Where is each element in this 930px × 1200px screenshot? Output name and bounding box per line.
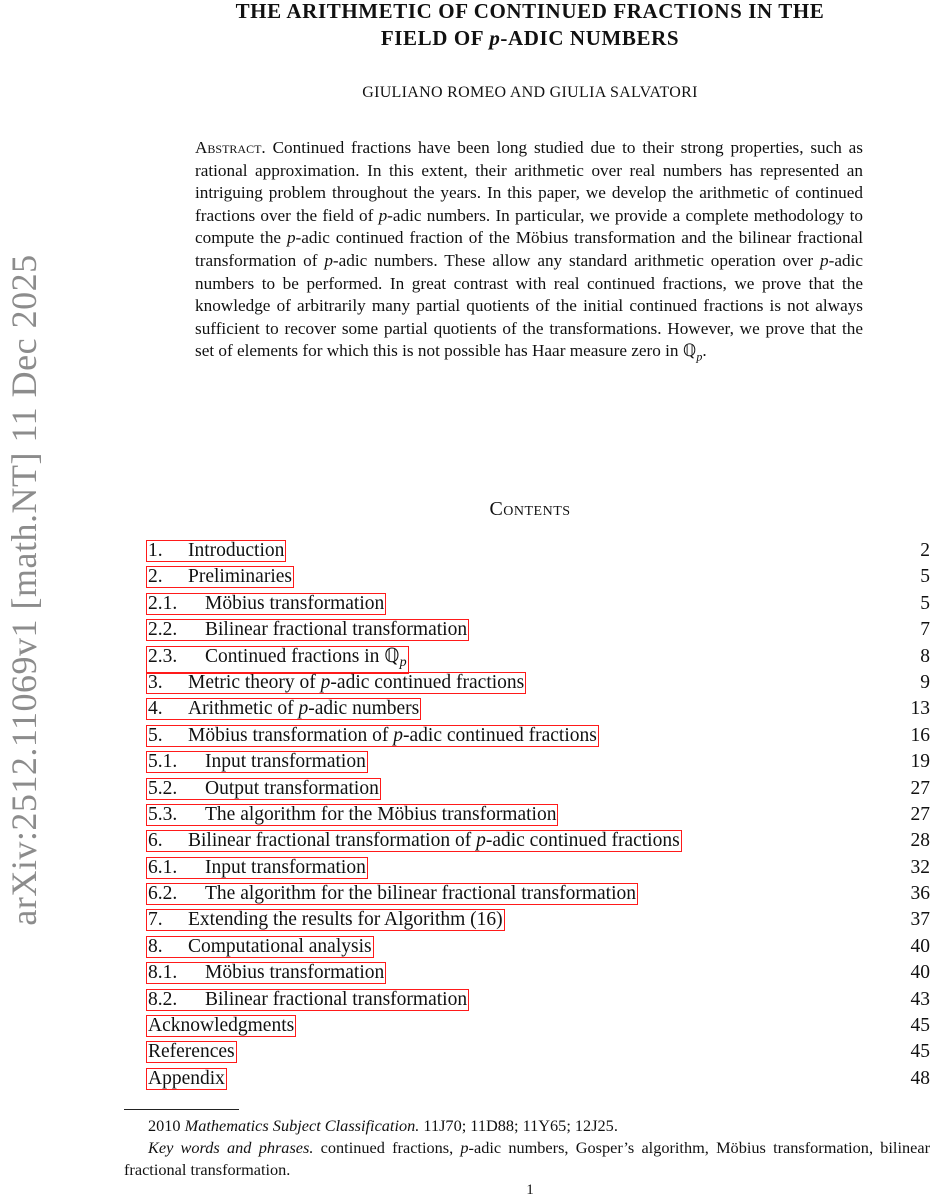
contents-heading: Contents <box>489 498 571 520</box>
toc-row <box>146 670 930 696</box>
toc-page-number[interactable]: 27 <box>910 777 930 799</box>
toc-number: 2. <box>148 566 163 588</box>
toc-link[interactable] <box>146 936 374 958</box>
toc-title: Möbius transformation of <box>188 724 394 746</box>
toc-row <box>146 644 930 670</box>
toc-row <box>146 855 930 881</box>
toc-link[interactable] <box>146 725 599 747</box>
toc-title: The algorithm for the Möbius transformation <box>205 803 557 825</box>
toc-link[interactable] <box>146 1068 227 1090</box>
toc-title: Möbius transformation <box>205 592 385 614</box>
footnote-rule <box>124 1109 239 1110</box>
toc-row <box>146 1039 930 1065</box>
toc-row <box>146 987 930 1013</box>
paper-title <box>150 0 910 52</box>
toc-number: 4. <box>148 698 163 720</box>
toc-link[interactable] <box>146 698 421 720</box>
toc-row <box>146 1066 930 1092</box>
toc-link[interactable] <box>146 751 368 773</box>
toc-title: The algorithm for the bilinear fractional transformation <box>205 883 637 905</box>
page-number: 1 <box>526 1182 534 1198</box>
toc-title: Introduction <box>188 540 285 561</box>
toc-number: 2.1. <box>148 592 178 614</box>
toc-number: 2.2. <box>148 619 178 641</box>
toc-page-number[interactable]: 32 <box>910 856 930 878</box>
toc-title-suffix: -adic continued fractions <box>403 724 597 746</box>
toc-page-number[interactable]: 5 <box>920 566 930 588</box>
toc-number: 2.3. <box>148 645 178 667</box>
toc-number: 6.1. <box>148 856 178 878</box>
title-line-2: FIELD OF p-ADIC NUMBERS <box>380 26 680 50</box>
toc-page-number[interactable]: 40 <box>910 962 930 984</box>
toc-title-variable: p <box>399 654 407 670</box>
toc-page-number[interactable]: 40 <box>910 935 930 957</box>
toc-number: 7. <box>148 909 163 931</box>
toc-row <box>146 564 930 590</box>
toc-link[interactable] <box>146 566 294 588</box>
toc-number: 8.1. <box>148 962 178 984</box>
toc-link[interactable] <box>146 989 469 1011</box>
toc-page-number[interactable]: 5 <box>920 592 930 614</box>
toc-title: Arithmetic of <box>188 698 299 720</box>
toc-title-variable: p <box>298 698 309 720</box>
toc-number: 5.3. <box>148 803 178 825</box>
title-line-1: THE ARITHMETIC OF CONTINUED FRACTIONS IN THE <box>235 0 825 23</box>
toc-link[interactable] <box>146 909 505 931</box>
toc-title: Bilinear fractional transformation <box>205 619 468 641</box>
toc-number: 3. <box>148 671 163 693</box>
toc-title: References <box>148 1041 235 1063</box>
toc-link[interactable] <box>146 1041 237 1063</box>
toc-title: Extending the results for Algorithm (16) <box>188 909 503 931</box>
toc-title: Acknowledgments <box>148 1015 295 1037</box>
toc-link[interactable] <box>146 830 682 852</box>
toc-row <box>146 907 930 933</box>
toc-row <box>146 696 930 722</box>
toc-number: 5. <box>148 724 163 746</box>
toc-row <box>146 776 930 802</box>
toc-title: Möbius transformation <box>205 962 385 984</box>
toc-link[interactable] <box>146 857 368 879</box>
table-of-contents <box>146 538 930 1092</box>
toc-title: Computational analysis <box>188 935 372 957</box>
toc-title-variable: p <box>393 724 404 746</box>
toc-page-number[interactable]: 19 <box>910 751 930 773</box>
toc-page-number[interactable]: 45 <box>910 1015 930 1037</box>
toc-number: 6.2. <box>148 883 178 905</box>
toc-row <box>146 1013 930 1039</box>
arxiv-identifier: arXiv:2512.11069v1 [math.NT] 11 Dec 2025 <box>4 254 44 926</box>
toc-number: 8. <box>148 935 163 957</box>
toc-title: Metric theory of <box>188 671 321 693</box>
toc-page-number[interactable]: 43 <box>910 988 930 1010</box>
arxiv-sidebar <box>0 210 54 970</box>
toc-page-number[interactable]: 28 <box>910 830 930 852</box>
toc-title: Input transformation <box>205 856 366 878</box>
toc-title-variable: p <box>476 830 486 852</box>
toc-number: 8.2. <box>148 988 178 1010</box>
toc-link[interactable] <box>146 778 381 800</box>
toc-row <box>146 617 930 643</box>
toc-page-number[interactable]: 27 <box>910 803 930 825</box>
toc-row <box>146 960 930 986</box>
footnote-msc: 2010 Mathematics Subject Classification. 11J70; 11D88; 11Y65; 12J25. <box>148 1116 618 1135</box>
toc-row <box>146 538 930 564</box>
toc-title-suffix: -adic continued fractions <box>330 671 525 693</box>
toc-page-number[interactable]: 48 <box>910 1067 930 1089</box>
abstract: Abstract. Continued fractions have been long studied due to their strong properties, such as rational approximation. In this extent, their arithmetic over real numbers has represented an intriguing problem throughout the years. In this paper, we develop the arithmetic of continued fractions over the field of p-adic numbers. In particular, we provide a complete methodology to compute the p-adic continued fraction of the Möbius transformation and the bilinear fractional transformation of p-adic numbers. These allow any standard arithmetic operation over p-adic numbers to be performed. In great contrast with real continued fractions, we prove that the knowledge of arbitrarily many partial quotients of the initial continued fractions is not always sufficient to recover some partial quotients of the transformations. However, we prove that the set of elements for which this is not possible has Haar measure zero in ℚ$_p$. <box>195 138 863 364</box>
toc-row <box>146 828 930 854</box>
toc-page-number[interactable]: 36 <box>910 883 930 905</box>
toc-link[interactable] <box>146 1015 296 1037</box>
toc-row <box>146 749 930 775</box>
toc-page-number[interactable]: 9 <box>920 671 930 693</box>
toc-title: Output transformation <box>205 777 379 799</box>
toc-page-number[interactable]: 16 <box>910 724 930 746</box>
toc-link[interactable] <box>146 619 469 641</box>
toc-number: 5.1. <box>148 751 178 773</box>
toc-title-variable: p <box>320 671 331 693</box>
toc-title: Bilinear fractional transformation <box>205 988 468 1010</box>
toc-row <box>146 881 930 907</box>
toc-row <box>146 723 930 749</box>
toc-page-number[interactable]: 13 <box>910 698 930 720</box>
toc-title-suffix: -adic continued fractions <box>485 830 680 852</box>
toc-row <box>146 802 930 828</box>
toc-number: 5.2. <box>148 777 178 799</box>
toc-link[interactable] <box>146 962 386 984</box>
footnote-keywords: Key words and phrases. continued fractions, p-adic numbers, Gosper’s algorithm, Möbius transformation, bilinear fractional transformation. <box>124 1138 930 1179</box>
toc-page-number[interactable]: 45 <box>910 1041 930 1063</box>
toc-number: 6. <box>148 830 163 852</box>
abstract-label: Abstract. <box>195 138 266 157</box>
toc-page-number[interactable]: 2 <box>920 540 930 561</box>
toc-title: Appendix <box>148 1067 225 1089</box>
toc-title: Bilinear fractional transformation of <box>188 830 477 852</box>
toc-page-number[interactable]: 37 <box>910 909 930 931</box>
toc-link[interactable] <box>146 672 526 694</box>
toc-page-number[interactable]: 7 <box>920 619 930 641</box>
authors: GIULIANO ROMEO AND GIULIA SALVATORI <box>362 84 698 101</box>
toc-page-number[interactable]: 8 <box>920 645 930 667</box>
toc-title: Input transformation <box>205 751 366 773</box>
toc-title: Continued fractions in ℚ <box>205 645 400 667</box>
toc-title-suffix: -adic numbers <box>308 698 420 720</box>
toc-link[interactable] <box>146 593 386 615</box>
toc-link[interactable] <box>146 540 286 562</box>
toc-row <box>146 934 930 960</box>
toc-row <box>146 591 930 617</box>
toc-link[interactable] <box>146 883 638 905</box>
toc-number: 1. <box>148 540 163 561</box>
toc-link[interactable] <box>146 804 558 826</box>
toc-title: Preliminaries <box>188 566 292 588</box>
